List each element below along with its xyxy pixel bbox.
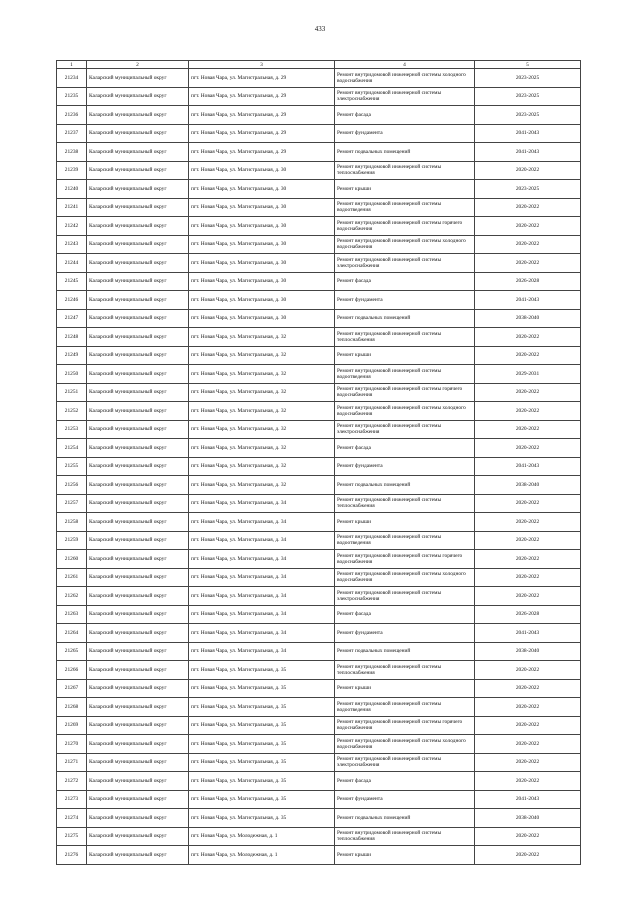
period-cell: 2041-2043	[475, 143, 581, 162]
row-number: 21258	[57, 513, 87, 532]
work-type-cell: Ремонт внутридомовой инженерной системы водоотведения	[335, 531, 475, 550]
row-number: 21251	[57, 383, 87, 402]
table-row	[57, 698, 581, 717]
work-type-cell: Ремонт внутридомовой инженерной системы водоотведения	[335, 698, 475, 717]
period-cell: 2038-2040	[475, 642, 581, 661]
municipality-cell: Каларский муниципальный округ	[87, 642, 189, 661]
row-number: 21239	[57, 161, 87, 180]
row-number: 21264	[57, 624, 87, 643]
period-cell: 2020-2022	[475, 439, 581, 458]
period-cell: 2020-2022	[475, 494, 581, 513]
table-row	[57, 587, 581, 606]
row-number: 21276	[57, 846, 87, 865]
work-type-cell: Ремонт фундамента	[335, 291, 475, 310]
address-cell: пгт. Новая Чара, ул. Магистральная, д. 30	[189, 309, 335, 328]
municipality-cell: Каларский муниципальный округ	[87, 476, 189, 495]
work-type-cell: Ремонт внутридомовой инженерной системы горячего водоснабжения	[335, 217, 475, 236]
row-number: 21269	[57, 716, 87, 735]
address-cell: пгт. Новая Чара, ул. Магистральная, д. 32	[189, 439, 335, 458]
municipality-cell: Каларский муниципальный округ	[87, 513, 189, 532]
municipality-cell: Каларский муниципальный округ	[87, 494, 189, 513]
work-type-cell: Ремонт внутридомовой инженерной системы электроснабжения	[335, 254, 475, 273]
table-row	[57, 476, 581, 495]
address-cell: пгт. Новая Чара, ул. Магистральная, д. 34	[189, 642, 335, 661]
table-row	[57, 383, 581, 402]
row-number: 21235	[57, 87, 87, 106]
work-type-cell: Ремонт крыши	[335, 513, 475, 532]
row-number: 21266	[57, 661, 87, 680]
address-cell: пгт. Новая Чара, ул. Магистральная, д. 30	[189, 291, 335, 310]
table-row	[57, 198, 581, 217]
municipality-cell: Каларский муниципальный округ	[87, 383, 189, 402]
address-cell: пгт. Новая Чара, ул. Магистральная, д. 35	[189, 661, 335, 680]
work-type-cell: Ремонт подвальных помещений	[335, 476, 475, 495]
period-cell: 2020-2022	[475, 587, 581, 606]
period-cell: 2041-2043	[475, 790, 581, 809]
municipality-cell: Каларский муниципальный округ	[87, 69, 189, 88]
work-type-cell: Ремонт подвальных помещений	[335, 642, 475, 661]
address-cell: пгт. Новая Чара, ул. Магистральная, д. 35	[189, 679, 335, 698]
page-number: 433	[314, 25, 326, 33]
municipality-cell: Каларский муниципальный округ	[87, 106, 189, 125]
work-type-cell: Ремонт внутридомовой инженерной системы теплоснабжения	[335, 494, 475, 513]
row-number: 21261	[57, 568, 87, 587]
municipality-cell: Каларский муниципальный округ	[87, 790, 189, 809]
period-cell: 2020-2022	[475, 753, 581, 772]
table-row	[57, 679, 581, 698]
municipality-cell: Каларский муниципальный округ	[87, 679, 189, 698]
table-row	[57, 328, 581, 347]
work-type-cell: Ремонт внутридомовой инженерной системы теплоснабжения	[335, 328, 475, 347]
row-number: 21248	[57, 328, 87, 347]
row-number: 21237	[57, 124, 87, 143]
row-number: 21272	[57, 772, 87, 791]
municipality-cell: Каларский муниципальный округ	[87, 772, 189, 791]
table-row	[57, 716, 581, 735]
address-cell: пгт. Новая Чара, ул. Магистральная, д. 35	[189, 753, 335, 772]
row-number: 21247	[57, 309, 87, 328]
address-cell: пгт. Новая Чара, ул. Магистральная, д. 32	[189, 346, 335, 365]
table-row	[57, 235, 581, 254]
municipality-cell: Каларский муниципальный округ	[87, 365, 189, 384]
row-number: 21234	[57, 69, 87, 88]
address-cell: пгт. Новая Чара, ул. Магистральная, д. 35	[189, 735, 335, 754]
work-type-cell: Ремонт крыши	[335, 679, 475, 698]
work-type-cell: Ремонт внутридомовой инженерной системы горячего водоснабжения	[335, 383, 475, 402]
address-cell: пгт. Новая Чара, ул. Магистральная, д. 35	[189, 790, 335, 809]
work-type-cell: Ремонт внутридомовой инженерной системы электроснабжения	[335, 587, 475, 606]
address-cell: пгт. Новая Чара, ул. Магистральная, д. 30	[189, 198, 335, 217]
address-cell: пгт. Новая Чара, ул. Магистральная, д. 30	[189, 254, 335, 273]
municipality-cell: Каларский муниципальный округ	[87, 624, 189, 643]
row-number: 21267	[57, 679, 87, 698]
table-row	[57, 254, 581, 273]
period-cell: 2026-2028	[475, 272, 581, 291]
row-number: 21243	[57, 235, 87, 254]
table-row	[57, 642, 581, 661]
table-row	[57, 106, 581, 125]
row-number: 21245	[57, 272, 87, 291]
row-number: 21260	[57, 550, 87, 569]
table-row	[57, 846, 581, 865]
period-cell: 2020-2022	[475, 550, 581, 569]
municipality-cell: Каларский муниципальный округ	[87, 309, 189, 328]
row-number: 21263	[57, 605, 87, 624]
row-number: 21268	[57, 698, 87, 717]
row-number: 21255	[57, 457, 87, 476]
address-cell: пгт. Новая Чара, ул. Магистральная, д. 34	[189, 513, 335, 532]
period-cell: 2020-2022	[475, 346, 581, 365]
table-row	[57, 365, 581, 384]
row-number: 21249	[57, 346, 87, 365]
address-cell: пгт. Новая Чара, ул. Магистральная, д. 29	[189, 87, 335, 106]
row-number: 21271	[57, 753, 87, 772]
column-header: 3	[189, 61, 335, 69]
table-row	[57, 531, 581, 550]
municipality-cell: Каларский муниципальный округ	[87, 587, 189, 606]
header-row	[57, 61, 581, 69]
table-row	[57, 272, 581, 291]
address-cell: пгт. Новая Чара, ул. Магистральная, д. 35	[189, 772, 335, 791]
row-number: 21240	[57, 180, 87, 199]
municipality-cell: Каларский муниципальный округ	[87, 698, 189, 717]
address-cell: пгт. Новая Чара, ул. Магистральная, д. 34	[189, 494, 335, 513]
work-type-cell: Ремонт фундамента	[335, 624, 475, 643]
work-type-cell: Ремонт внутридомовой инженерной системы теплоснабжения	[335, 661, 475, 680]
row-number: 21250	[57, 365, 87, 384]
period-cell: 2020-2022	[475, 235, 581, 254]
municipality-cell: Каларский муниципальный округ	[87, 716, 189, 735]
municipality-cell: Каларский муниципальный округ	[87, 217, 189, 236]
address-cell: пгт. Новая Чара, ул. Магистральная, д. 30	[189, 161, 335, 180]
municipality-cell: Каларский муниципальный округ	[87, 605, 189, 624]
row-number: 21265	[57, 642, 87, 661]
period-cell: 2020-2022	[475, 679, 581, 698]
work-type-cell: Ремонт подвальных помещений	[335, 309, 475, 328]
table-row	[57, 735, 581, 754]
work-type-cell: Ремонт внутридомовой инженерной системы теплоснабжения	[335, 827, 475, 846]
period-cell: 2020-2022	[475, 661, 581, 680]
work-type-cell: Ремонт внутридомовой инженерной системы горячего водоснабжения	[335, 716, 475, 735]
table-row	[57, 124, 581, 143]
address-cell: пгт. Новая Чара, ул. Магистральная, д. 29	[189, 69, 335, 88]
municipality-cell: Каларский муниципальный округ	[87, 735, 189, 754]
work-type-cell: Ремонт подвальных помещений	[335, 143, 475, 162]
address-cell: пгт. Новая Чара, ул. Магистральная, д. 34	[189, 605, 335, 624]
table-row	[57, 143, 581, 162]
row-number: 21259	[57, 531, 87, 550]
table-row	[57, 568, 581, 587]
work-type-cell: Ремонт внутридомовой инженерной системы водоотведения	[335, 365, 475, 384]
work-type-cell: Ремонт внутридомовой инженерной системы холодного водоснабжения	[335, 402, 475, 421]
period-cell: 2020-2022	[475, 531, 581, 550]
table-row	[57, 827, 581, 846]
work-type-cell: Ремонт внутридомовой инженерной системы холодного водоснабжения	[335, 568, 475, 587]
table-row	[57, 87, 581, 106]
capital-repair-table	[56, 60, 581, 865]
period-cell: 2020-2022	[475, 420, 581, 439]
work-type-cell: Ремонт внутридомовой инженерной системы холодного водоснабжения	[335, 69, 475, 88]
row-number: 21252	[57, 402, 87, 421]
row-number: 21262	[57, 587, 87, 606]
table-row	[57, 513, 581, 532]
address-cell: пгт. Новая Чара, ул. Магистральная, д. 30	[189, 217, 335, 236]
work-type-cell: Ремонт внутридомовой инженерной системы теплоснабжения	[335, 161, 475, 180]
work-type-cell: Ремонт внутридомовой инженерной системы водоотведения	[335, 198, 475, 217]
period-cell: 2020-2022	[475, 383, 581, 402]
row-number: 21275	[57, 827, 87, 846]
row-number: 21253	[57, 420, 87, 439]
period-cell: 2020-2022	[475, 513, 581, 532]
address-cell: пгт. Новая Чара, ул. Магистральная, д. 32	[189, 457, 335, 476]
column-header: 4	[335, 61, 475, 69]
address-cell: пгт. Новая Чара, ул. Магистральная, д. 29	[189, 143, 335, 162]
work-type-cell: Ремонт фасада	[335, 272, 475, 291]
address-cell: пгт. Новая Чара, ул. Молодежная, д. 1	[189, 827, 335, 846]
period-cell: 2020-2022	[475, 254, 581, 273]
table-row	[57, 605, 581, 624]
work-type-cell: Ремонт внутридомовой инженерной системы электроснабжения	[335, 420, 475, 439]
period-cell: 2023-2025	[475, 180, 581, 199]
table-row	[57, 402, 581, 421]
work-type-cell: Ремонт фасада	[335, 439, 475, 458]
table-row	[57, 69, 581, 88]
municipality-cell: Каларский муниципальный округ	[87, 827, 189, 846]
period-cell: 2020-2022	[475, 846, 581, 865]
period-cell: 2041-2043	[475, 624, 581, 643]
period-cell: 2038-2040	[475, 809, 581, 828]
table-row	[57, 624, 581, 643]
period-cell: 2020-2022	[475, 402, 581, 421]
table-row	[57, 439, 581, 458]
table-row	[57, 550, 581, 569]
municipality-cell: Каларский муниципальный округ	[87, 661, 189, 680]
address-cell: пгт. Новая Чара, ул. Магистральная, д. 30	[189, 180, 335, 199]
municipality-cell: Каларский муниципальный округ	[87, 568, 189, 587]
period-cell: 2038-2040	[475, 309, 581, 328]
period-cell: 2038-2040	[475, 476, 581, 495]
work-type-cell: Ремонт внутридомовой инженерной системы холодного водоснабжения	[335, 735, 475, 754]
table-row	[57, 494, 581, 513]
work-type-cell: Ремонт фундамента	[335, 790, 475, 809]
period-cell: 2041-2043	[475, 457, 581, 476]
period-cell: 2020-2022	[475, 198, 581, 217]
table-row	[57, 790, 581, 809]
row-number: 21238	[57, 143, 87, 162]
municipality-cell: Каларский муниципальный округ	[87, 180, 189, 199]
municipality-cell: Каларский муниципальный округ	[87, 531, 189, 550]
address-cell: пгт. Новая Чара, ул. Магистральная, д. 32	[189, 383, 335, 402]
address-cell: пгт. Новая Чара, ул. Молодежная, д. 1	[189, 846, 335, 865]
address-cell: пгт. Новая Чара, ул. Магистральная, д. 30	[189, 272, 335, 291]
municipality-cell: Каларский муниципальный округ	[87, 328, 189, 347]
period-cell: 2020-2022	[475, 328, 581, 347]
address-cell: пгт. Новая Чара, ул. Магистральная, д. 35	[189, 716, 335, 735]
period-cell: 2041-2043	[475, 124, 581, 143]
municipality-cell: Каларский муниципальный округ	[87, 439, 189, 458]
address-cell: пгт. Новая Чара, ул. Магистральная, д. 32	[189, 402, 335, 421]
work-type-cell: Ремонт подвальных помещений	[335, 809, 475, 828]
column-header: 1	[57, 61, 87, 69]
address-cell: пгт. Новая Чара, ул. Магистральная, д. 32	[189, 328, 335, 347]
address-cell: пгт. Новая Чара, ул. Магистральная, д. 29	[189, 124, 335, 143]
period-cell: 2020-2022	[475, 716, 581, 735]
municipality-cell: Каларский муниципальный округ	[87, 87, 189, 106]
table-row	[57, 661, 581, 680]
municipality-cell: Каларский муниципальный округ	[87, 402, 189, 421]
work-type-cell: Ремонт фасада	[335, 106, 475, 125]
address-cell: пгт. Новая Чара, ул. Магистральная, д. 34	[189, 587, 335, 606]
municipality-cell: Каларский муниципальный округ	[87, 753, 189, 772]
table-row	[57, 346, 581, 365]
row-number: 21242	[57, 217, 87, 236]
work-type-cell: Ремонт фундамента	[335, 457, 475, 476]
row-number: 21246	[57, 291, 87, 310]
municipality-cell: Каларский муниципальный округ	[87, 254, 189, 273]
municipality-cell: Каларский муниципальный округ	[87, 124, 189, 143]
municipality-cell: Каларский муниципальный округ	[87, 809, 189, 828]
table-row	[57, 772, 581, 791]
address-cell: пгт. Новая Чара, ул. Магистральная, д. 32	[189, 420, 335, 439]
period-cell: 2023-2025	[475, 106, 581, 125]
period-cell: 2029-2031	[475, 365, 581, 384]
period-cell: 2020-2022	[475, 217, 581, 236]
table-row	[57, 753, 581, 772]
work-type-cell: Ремонт фасада	[335, 772, 475, 791]
table-row	[57, 161, 581, 180]
column-header: 5	[475, 61, 581, 69]
address-cell: пгт. Новая Чара, ул. Магистральная, д. 35	[189, 698, 335, 717]
municipality-cell: Каларский муниципальный округ	[87, 161, 189, 180]
row-number: 21241	[57, 198, 87, 217]
municipality-cell: Каларский муниципальный округ	[87, 846, 189, 865]
address-cell: пгт. Новая Чара, ул. Магистральная, д. 32	[189, 476, 335, 495]
work-type-cell: Ремонт внутридомовой инженерной системы холодного водоснабжения	[335, 235, 475, 254]
address-cell: пгт. Новая Чара, ул. Магистральная, д. 32	[189, 365, 335, 384]
period-cell: 2020-2022	[475, 772, 581, 791]
table-body	[57, 61, 581, 865]
row-number: 21244	[57, 254, 87, 273]
municipality-cell: Каларский муниципальный округ	[87, 550, 189, 569]
table-row	[57, 180, 581, 199]
row-number: 21257	[57, 494, 87, 513]
table-row	[57, 420, 581, 439]
row-number: 21274	[57, 809, 87, 828]
row-number: 21256	[57, 476, 87, 495]
period-cell: 2020-2022	[475, 568, 581, 587]
municipality-cell: Каларский муниципальный округ	[87, 272, 189, 291]
row-number: 21254	[57, 439, 87, 458]
row-number: 21273	[57, 790, 87, 809]
work-type-cell: Ремонт внутридомовой инженерной системы электроснабжения	[335, 753, 475, 772]
address-cell: пгт. Новая Чара, ул. Магистральная, д. 30	[189, 235, 335, 254]
table-row	[57, 809, 581, 828]
address-cell: пгт. Новая Чара, ул. Магистральная, д. 34	[189, 568, 335, 587]
period-cell: 2026-2028	[475, 605, 581, 624]
period-cell: 2023-2025	[475, 87, 581, 106]
work-type-cell: Ремонт фундамента	[335, 124, 475, 143]
period-cell: 2020-2022	[475, 735, 581, 754]
period-cell: 2041-2043	[475, 291, 581, 310]
work-type-cell: Ремонт крыши	[335, 180, 475, 199]
work-type-cell: Ремонт внутридомовой инженерной системы горячего водоснабжения	[335, 550, 475, 569]
column-header: 2	[87, 61, 189, 69]
period-cell: 2020-2022	[475, 161, 581, 180]
address-cell: пгт. Новая Чара, ул. Магистральная, д. 29	[189, 106, 335, 125]
work-type-cell: Ремонт крыши	[335, 346, 475, 365]
work-type-cell: Ремонт крыши	[335, 846, 475, 865]
municipality-cell: Каларский муниципальный округ	[87, 420, 189, 439]
period-cell: 2020-2022	[475, 827, 581, 846]
work-type-cell: Ремонт внутридомовой инженерной системы электроснабжения	[335, 87, 475, 106]
municipality-cell: Каларский муниципальный округ	[87, 457, 189, 476]
address-cell: пгт. Новая Чара, ул. Магистральная, д. 34	[189, 531, 335, 550]
municipality-cell: Каларский муниципальный округ	[87, 143, 189, 162]
row-number: 21236	[57, 106, 87, 125]
table-row	[57, 309, 581, 328]
table-row	[57, 217, 581, 236]
address-cell: пгт. Новая Чара, ул. Магистральная, д. 35	[189, 809, 335, 828]
work-type-cell: Ремонт фасада	[335, 605, 475, 624]
row-number: 21270	[57, 735, 87, 754]
municipality-cell: Каларский муниципальный округ	[87, 198, 189, 217]
table-row	[57, 291, 581, 310]
municipality-cell: Каларский муниципальный округ	[87, 235, 189, 254]
address-cell: пгт. Новая Чара, ул. Магистральная, д. 34	[189, 550, 335, 569]
address-cell: пгт. Новая Чара, ул. Магистральная, д. 34	[189, 624, 335, 643]
period-cell: 2023-2025	[475, 69, 581, 88]
table-row	[57, 457, 581, 476]
municipality-cell: Каларский муниципальный округ	[87, 291, 189, 310]
period-cell: 2020-2022	[475, 698, 581, 717]
municipality-cell: Каларский муниципальный округ	[87, 346, 189, 365]
